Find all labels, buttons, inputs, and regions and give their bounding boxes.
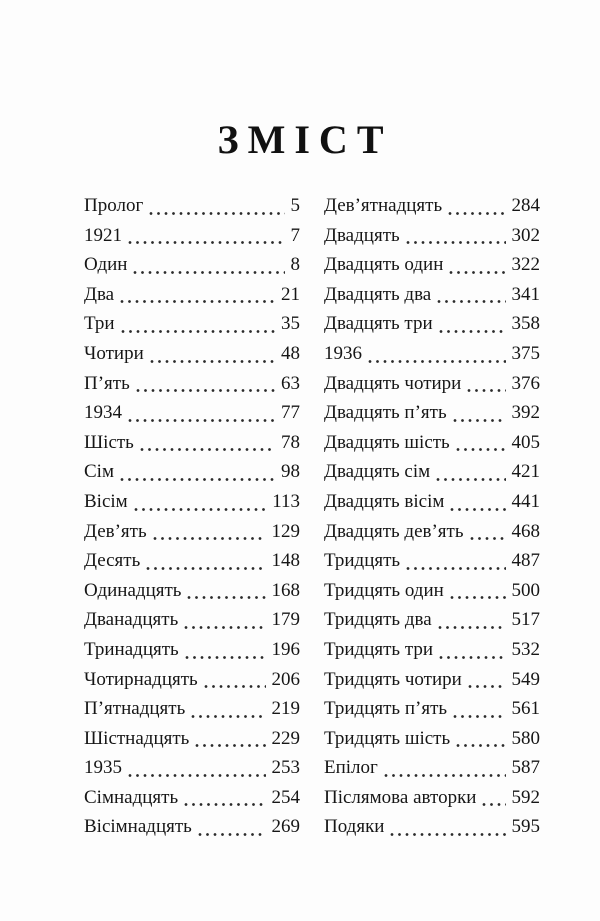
toc-entry-label: Дев’ять bbox=[84, 520, 147, 542]
toc-entry bbox=[324, 457, 540, 487]
toc-entry-label: Пролог bbox=[84, 195, 144, 216]
toc-entry bbox=[84, 280, 300, 310]
toc-entry bbox=[84, 724, 300, 754]
toc-entry bbox=[324, 753, 540, 783]
toc-entry-label: Чотири bbox=[84, 342, 144, 364]
toc-entry-page: 561 bbox=[511, 698, 540, 720]
toc-entry-page: 441 bbox=[511, 490, 540, 512]
dot-leader bbox=[448, 211, 505, 216]
toc-entry-label: Двадцять дев’ять bbox=[324, 520, 464, 542]
toc-entry bbox=[324, 221, 540, 251]
toc-entry-page: 219 bbox=[271, 698, 300, 720]
toc-entry bbox=[324, 635, 540, 665]
toc-entry-page: 405 bbox=[511, 431, 540, 453]
dot-leader bbox=[128, 773, 266, 778]
toc-entry bbox=[84, 457, 300, 487]
dot-leader bbox=[184, 625, 265, 630]
toc-entry bbox=[84, 221, 300, 251]
toc-entry-label: Сімнадцять bbox=[84, 786, 179, 808]
toc-entry bbox=[324, 191, 540, 221]
toc-entry-page: 254 bbox=[271, 786, 300, 808]
dot-leader bbox=[134, 507, 267, 512]
toc-entry bbox=[84, 309, 300, 339]
toc-entry-label: Шість bbox=[84, 431, 134, 453]
toc-entry bbox=[324, 517, 540, 547]
dot-leader bbox=[136, 388, 275, 393]
toc-entry-page: 341 bbox=[511, 283, 540, 305]
toc-entry-label: Двадцять bbox=[324, 224, 400, 246]
toc-column-right bbox=[324, 191, 540, 842]
toc-entry-label: Сім bbox=[84, 461, 114, 483]
toc-entry-label: Двадцять один bbox=[324, 254, 444, 276]
toc-entry-label: Двадцять три bbox=[324, 313, 433, 335]
toc-entry-page: 21 bbox=[281, 283, 300, 305]
toc-entry-page: 517 bbox=[511, 609, 540, 631]
toc-entry-label: Тридцять п’ять bbox=[324, 698, 448, 720]
toc-entry-page: 580 bbox=[511, 727, 540, 749]
toc-entry-label: П’ять bbox=[84, 372, 130, 394]
toc-entry-label: Два bbox=[84, 283, 115, 305]
toc-entry bbox=[324, 250, 540, 280]
toc-entry-page: 392 bbox=[511, 402, 540, 424]
toc-entry-page: 302 bbox=[511, 224, 540, 246]
toc-entry-label: Вісім bbox=[84, 490, 128, 512]
toc-entry-label: Три bbox=[84, 313, 115, 335]
toc-entry bbox=[84, 191, 300, 221]
toc-entry-label: Десять bbox=[84, 550, 141, 572]
dot-leader bbox=[450, 507, 505, 512]
toc-entry bbox=[84, 398, 300, 428]
dot-leader bbox=[453, 714, 505, 719]
toc-entry-page: 549 bbox=[511, 668, 540, 690]
dot-leader bbox=[191, 714, 265, 719]
toc-entry-label: Тридцять bbox=[324, 550, 401, 572]
toc-entry bbox=[84, 605, 300, 635]
toc-entry bbox=[324, 665, 540, 695]
toc-entry-page: 595 bbox=[511, 816, 540, 838]
toc-entry-label: 1934 bbox=[84, 402, 122, 424]
toc-entry bbox=[324, 280, 540, 310]
dot-leader bbox=[187, 595, 265, 600]
toc-entry-label: Один bbox=[84, 254, 128, 276]
dot-leader bbox=[436, 477, 505, 482]
toc-entry-page: 7 bbox=[290, 224, 300, 246]
toc-entry bbox=[84, 428, 300, 458]
toc-entry-page: 129 bbox=[271, 520, 300, 542]
toc-entry-page: 196 bbox=[271, 638, 300, 660]
toc-entry-page: 8 bbox=[290, 254, 300, 276]
toc-entry-page: 269 bbox=[271, 816, 300, 838]
toc-entry-label: Післямова авторки bbox=[324, 786, 477, 808]
toc-entry-page: 179 bbox=[271, 609, 300, 631]
toc-entry-label: Двадцять сім bbox=[324, 461, 431, 483]
toc-entry bbox=[84, 665, 300, 695]
toc-entry-page: 421 bbox=[511, 461, 540, 483]
toc-entry-label: 1921 bbox=[84, 224, 122, 246]
toc-entry-page: 5 bbox=[290, 195, 300, 216]
toc-entry-label: П’ятнадцять bbox=[84, 698, 186, 720]
dot-leader bbox=[467, 388, 505, 393]
toc-entry-page: 98 bbox=[281, 461, 300, 483]
toc-entry bbox=[324, 576, 540, 606]
dot-leader bbox=[150, 359, 275, 364]
toc-entry-page: 587 bbox=[511, 757, 540, 779]
dot-leader bbox=[449, 270, 505, 275]
dot-leader bbox=[120, 477, 275, 482]
toc-entry bbox=[324, 812, 540, 842]
dot-leader bbox=[439, 655, 505, 660]
toc-entry-label: 1935 bbox=[84, 757, 122, 779]
toc-entry bbox=[324, 487, 540, 517]
toc-entry-label: Двадцять п’ять bbox=[324, 402, 447, 424]
dot-leader bbox=[120, 299, 275, 304]
dot-leader bbox=[437, 299, 505, 304]
toc-column-left bbox=[84, 191, 300, 842]
dot-leader bbox=[128, 240, 285, 245]
toc-entry-page: 284 bbox=[511, 195, 540, 216]
toc-entry-page: 48 bbox=[281, 342, 300, 364]
toc-entry-page: 500 bbox=[511, 579, 540, 601]
page-title: ЗМІСТ bbox=[217, 117, 393, 162]
dot-leader bbox=[453, 418, 506, 423]
toc-entry-page: 532 bbox=[511, 638, 540, 660]
toc-entry bbox=[84, 783, 300, 813]
toc-entry-page: 487 bbox=[511, 550, 540, 572]
toc-entry-label: Вісімнадцять bbox=[84, 816, 192, 838]
toc-entry-page: 113 bbox=[272, 490, 300, 512]
dot-leader bbox=[153, 536, 266, 541]
toc-entry-page: 35 bbox=[281, 313, 300, 335]
toc-entry-page: 376 bbox=[511, 372, 540, 394]
dot-leader bbox=[384, 773, 506, 778]
toc-entry bbox=[84, 546, 300, 576]
toc-entry-page: 322 bbox=[511, 254, 540, 276]
toc-entry-label: Шістнадцять bbox=[84, 727, 190, 749]
toc-entry-label: Подяки bbox=[324, 816, 385, 838]
toc-entry bbox=[84, 369, 300, 399]
toc-entry bbox=[84, 576, 300, 606]
toc-entry bbox=[324, 694, 540, 724]
toc-entry-label: Тридцять один bbox=[324, 579, 444, 601]
toc-entry bbox=[84, 753, 300, 783]
dot-leader bbox=[456, 743, 505, 748]
dot-leader bbox=[450, 595, 506, 600]
toc-entry-page: 206 bbox=[271, 668, 300, 690]
toc-entry bbox=[324, 398, 540, 428]
toc-entry bbox=[84, 339, 300, 369]
dot-leader bbox=[121, 329, 275, 334]
toc-entry-label: Двадцять шість bbox=[324, 431, 450, 453]
toc-entry-page: 148 bbox=[271, 550, 300, 572]
toc-columns bbox=[0, 191, 600, 842]
toc-entry-page: 77 bbox=[281, 402, 300, 424]
toc-entry-page: 229 bbox=[271, 727, 300, 749]
toc-entry-label: Двадцять чотири bbox=[324, 372, 462, 394]
toc-entry bbox=[324, 546, 540, 576]
dot-leader bbox=[390, 832, 505, 837]
toc-entry-page: 63 bbox=[281, 372, 300, 394]
toc-entry-label: 1936 bbox=[324, 342, 362, 364]
toc-entry bbox=[84, 517, 300, 547]
dot-leader bbox=[149, 211, 284, 216]
toc-entry bbox=[84, 635, 300, 665]
toc-entry-page: 78 bbox=[281, 431, 300, 453]
dot-leader bbox=[439, 329, 506, 334]
toc-entry bbox=[324, 605, 540, 635]
dot-leader bbox=[204, 684, 266, 689]
dot-leader bbox=[146, 566, 265, 571]
dot-leader bbox=[482, 802, 505, 807]
dot-leader bbox=[128, 418, 275, 423]
toc-entry-label: Одинадцять bbox=[84, 579, 182, 601]
toc-entry-label: Тридцять чотири bbox=[324, 668, 462, 690]
toc-entry bbox=[324, 783, 540, 813]
toc-entry-label: Епілог bbox=[324, 757, 378, 779]
dot-leader bbox=[406, 566, 505, 571]
dot-leader bbox=[368, 359, 506, 364]
toc-entry-label: Тридцять два bbox=[324, 609, 432, 631]
dot-leader bbox=[470, 536, 506, 541]
toc-entry-page: 468 bbox=[511, 520, 540, 542]
toc-entry bbox=[324, 428, 540, 458]
toc-entry-label: Дев’ятнадцять bbox=[324, 195, 443, 216]
toc-entry-label: Двадцять два bbox=[324, 283, 432, 305]
toc-entry-page: 168 bbox=[271, 579, 300, 601]
toc-entry-page: 358 bbox=[511, 313, 540, 335]
dot-leader bbox=[198, 832, 266, 837]
dot-leader bbox=[140, 447, 275, 452]
toc-entry-label: Двадцять вісім bbox=[324, 490, 445, 512]
toc-entry-label: Чотирнадцять bbox=[84, 668, 198, 690]
toc-entry-label: Тридцять три bbox=[324, 638, 434, 660]
toc-entry-page: 253 bbox=[271, 757, 300, 779]
toc-entry-label: Тринадцять bbox=[84, 638, 179, 660]
toc-entry bbox=[324, 339, 540, 369]
dot-leader bbox=[184, 802, 265, 807]
dot-leader bbox=[456, 447, 506, 452]
toc-entry bbox=[84, 694, 300, 724]
dot-leader bbox=[406, 240, 506, 245]
toc-entry bbox=[84, 487, 300, 517]
toc-entry-page: 375 bbox=[511, 342, 540, 364]
dot-leader bbox=[195, 743, 265, 748]
dot-leader bbox=[438, 625, 506, 630]
dot-leader bbox=[185, 655, 266, 660]
dot-leader bbox=[133, 270, 284, 275]
toc-entry bbox=[324, 309, 540, 339]
toc-entry bbox=[84, 250, 300, 280]
toc-entry bbox=[84, 812, 300, 842]
toc-entry-label: Дванадцять bbox=[84, 609, 179, 631]
dot-leader bbox=[468, 684, 506, 689]
toc-entry-label: Тридцять шість bbox=[324, 727, 451, 749]
toc-entry-page: 592 bbox=[511, 786, 540, 808]
toc-entry bbox=[324, 369, 540, 399]
toc-entry bbox=[324, 724, 540, 754]
